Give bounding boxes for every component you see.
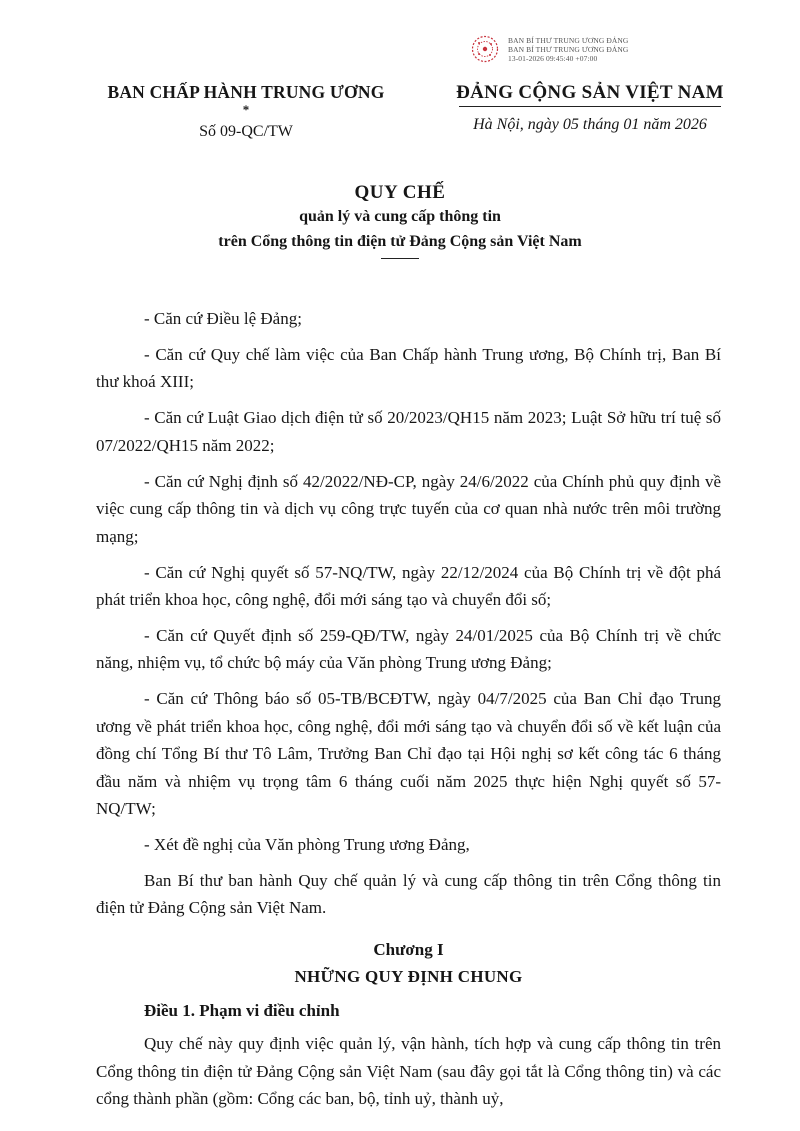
basis-paragraph: - Căn cứ Nghị định số 42/2022/NĐ-CP, ngày 24/6/2022 của Chính phủ quy định về việc cung cấp thông tin và dịch vụ công trực tuyến của cơ quan nhà nước trên môi trường mạng; bbox=[96, 471, 721, 546]
basis-paragraph: - Căn cứ Thông báo số 05-TB/BCĐTW, ngày 04/7/2025 của Ban Chỉ đạo Trung ương về phát triển khoa học, công nghệ, đổi mới sáng tạo và chuyển đổi số về kết luận của đồng chí Tổng Bí thư Tô Lâm, Trưởng Ban Chỉ đạo tại Hội nghị sơ kết công tác 6 tháng đầu năm và nhiệm vụ trọng tâm 6 tháng cuối năm 2025 thực hiện Nghị quyết số 57-NQ/TW; bbox=[96, 689, 721, 819]
chapter-title: NHỮNG QUY ĐỊNH CHUNG bbox=[294, 967, 523, 987]
promulgation-paragraph: Ban Bí thư ban hành Quy chế quản lý và cung cấp thông tin trên Cổng thông tin điện tử Đảng Cộng sản Việt Nam. bbox=[96, 871, 721, 918]
article-title: Điều 1. Phạm vi điều chỉnh bbox=[144, 1000, 340, 1020]
digital-signature-stamp bbox=[470, 30, 670, 70]
place-date: Hà Nội, ngày 05 tháng 01 năm 2026 bbox=[473, 116, 707, 134]
issuer-header bbox=[90, 82, 402, 141]
basis-paragraph: - Xét đề nghị của Văn phòng Trung ương Đảng, bbox=[144, 835, 470, 855]
issuing-organization: BAN CHẤP HÀNH TRUNG ƯƠNG bbox=[107, 82, 385, 102]
article-paragraph: Quy chế này quy định việc quản lý, vận hành, tích hợp và cung cấp thông tin trên Cổng thông tin điện tử Đảng Cộng sản Việt Nam (sau đây gọi tắt là Cổng thông tin) và các cổng thành phần (gồm: Cổng các ban, bộ, tỉnh uỷ, thành uỷ, bbox=[96, 1034, 721, 1108]
document-title-block bbox=[60, 182, 740, 259]
document-number: Số 09-QC/TW bbox=[199, 123, 293, 140]
document-title: QUY CHẾ bbox=[354, 182, 446, 203]
title-line-1: quản lý và cung cấp thông tin bbox=[299, 208, 501, 225]
basis-paragraph: - Căn cứ Quyết định số 259-QĐ/TW, ngày 24/01/2025 của Bộ Chính trị về chức năng, nhiệm vụ, tổ chức bộ máy của Văn phòng Trung ương Đảng; bbox=[96, 626, 721, 673]
basis-paragraph: - Căn cứ Điều lệ Đảng; bbox=[144, 309, 302, 328]
party-name: ĐẢNG CỘNG SẢN VIỆT NAM bbox=[456, 82, 724, 103]
stamp-line-2: BAN BÍ THƯ TRUNG ƯƠNG ĐẢNG bbox=[508, 45, 629, 54]
basis-paragraph: - Căn cứ Luật Giao dịch điện tử số 20/2023/QH15 năm 2023; Luật Sở hữu trí tuệ số 07/2022/QH15 năm 2022; bbox=[96, 408, 721, 455]
party-underline bbox=[459, 106, 721, 107]
seal-icon bbox=[470, 34, 500, 64]
basis-paragraph: - Căn cứ Quy chế làm việc của Ban Chấp hành Trung ương, Bộ Chính trị, Ban Bí thư khoá XIII; bbox=[96, 345, 721, 392]
title-divider bbox=[381, 258, 419, 259]
chapter-label: Chương I bbox=[373, 939, 444, 959]
title-line-2: trên Cổng thông tin điện tử Đảng Cộng sản Việt Nam bbox=[218, 233, 582, 250]
document-body bbox=[96, 305, 721, 1121]
stamp-timestamp: 13-01-2026 09:45:40 +07:00 bbox=[508, 54, 598, 63]
basis-paragraph: - Căn cứ Nghị quyết số 57-NQ/TW, ngày 22/12/2024 của Bộ Chính trị về đột phá phát triển khoa học, công nghệ, đổi mới sáng tạo và chuyển đổi số; bbox=[96, 562, 721, 610]
header-star: * bbox=[242, 102, 250, 117]
stamp-line-1: BAN BÍ THƯ TRUNG ƯƠNG ĐẢNG bbox=[508, 36, 629, 45]
party-header bbox=[440, 82, 740, 134]
